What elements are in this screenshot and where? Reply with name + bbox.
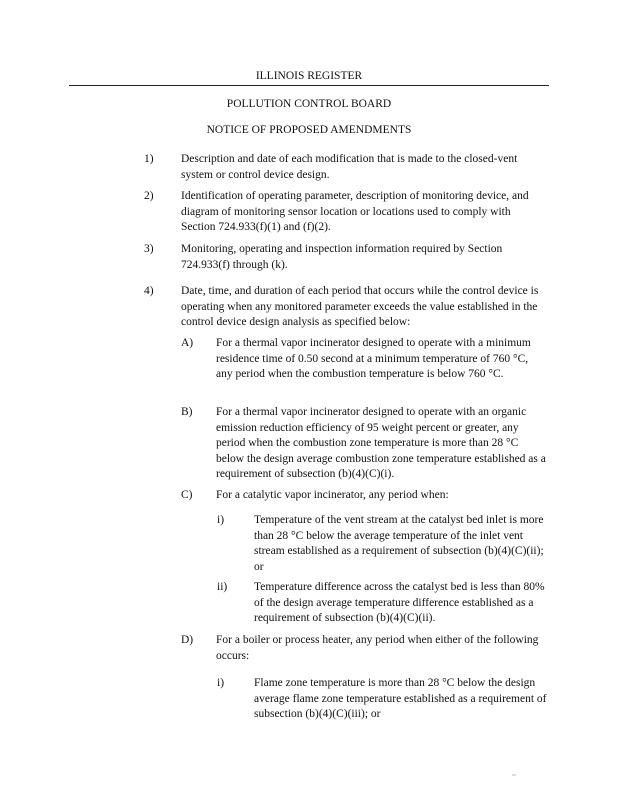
item-number: C) [181,489,193,501]
item-number: 1) [144,153,154,165]
item-number: 3) [144,243,154,255]
item-number: 2) [144,190,154,202]
item-number: D) [181,634,194,646]
item-text: For a thermal vapor incinerator designed to operate with a minimum residence time of 0.50 second at a minimum temperature of 760 °C, any period when the combustion temperature is below 760 °C. [216,337,531,380]
item-text: For a boiler or process heater, any period when either of the following occurs: [216,634,539,662]
item-text: For a catalytic vapor incinerator, any period when: [216,489,449,501]
item-text: Description and date of each modification that is made to the closed-vent system or control device design. [181,153,518,181]
item-text: Identification of operating parameter, description of monitoring device, and diagram of monitoring sensor location or locations used to comply with Section 724.933(f)(1) and (f)(2). [181,190,529,233]
register-title: ILLINOIS REGISTER [255,70,363,82]
item-text: Monitoring, operating and inspection information required by Section 724.933(f) through (k). [181,243,503,271]
board-title: POLLUTION CONTROL BOARD [226,98,392,110]
notice-title: NOTICE OF PROPOSED AMENDMENTS [206,124,412,136]
item-text: Flame zone temperature is more than 28 °C below the design average flame zone temperature established as a requirement of subsection (b)(4)(C)(iii); or [254,677,547,720]
scan-speck [512,774,516,776]
item-text: Temperature difference across the catalyst bed is less than 80% of the design average temperature difference established as a requirement of subsection (b)(4)(C)(ii). [254,581,545,624]
item-number: A) [181,337,194,349]
item-text: For a thermal vapor incinerator designed to operate with an organic emission reduction efficiency of 95 weight percent or greater, any period when the combustion zone temperature is more than 28 °C below the design average combustion zone temperature established as a requirement of subsection (b)(4)(C)(i). [216,406,546,480]
item-text: Temperature of the vent stream at the catalyst bed inlet is more than 28 °C below the average temperature of the inlet vent stream established as a requirement of subsection (b)(4)(C)(ii); or [254,514,544,573]
item-number: i) [217,514,225,526]
item-text: Date, time, and duration of each period that occurs while the control device is operating when any monitored parameter exceeds the value established in the control device design analysis as specified below: [181,285,539,328]
item-number: B) [181,406,193,418]
item-number: ii) [217,581,228,593]
item-number: i) [217,677,225,689]
header-rule [69,85,549,86]
item-number: 4) [144,285,154,297]
